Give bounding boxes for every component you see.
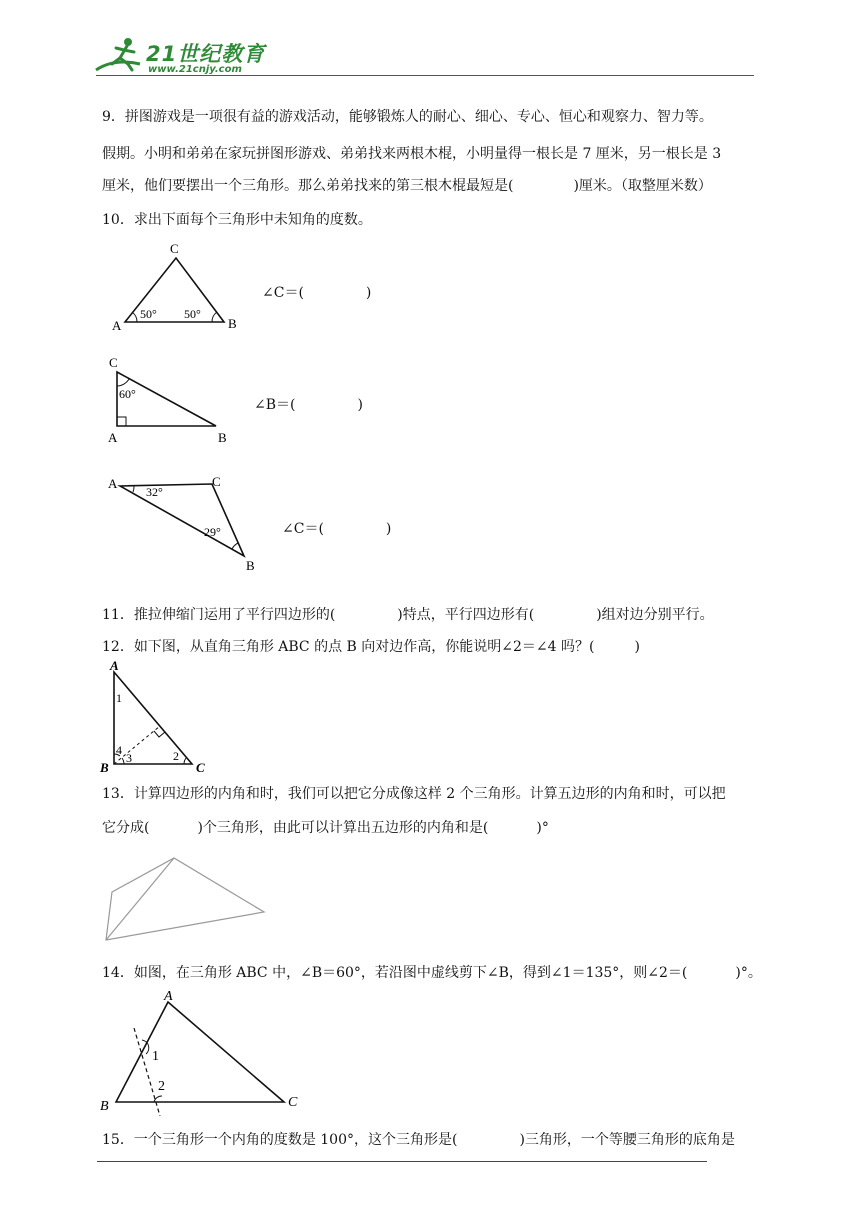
q11-text-c: )组对边分别平行。 <box>596 607 714 623</box>
q10-fig1-label-b: B <box>228 316 237 331</box>
q10-fig3-label-a: A <box>108 476 118 491</box>
q9-line1: 9．拼图游戏是一项很有益的游戏活动，能够锻炼人的耐心、细心、专心、恒心和观察力、智力等。 <box>102 109 713 125</box>
q10-fig2-angle-c: 60° <box>119 387 136 401</box>
q10-fig1-answer-label: ∠C＝( <box>262 285 304 301</box>
q12-angle1: 1 <box>116 691 122 705</box>
runner-logo-icon <box>94 34 154 78</box>
q10-fig1-answer-close: ) <box>365 285 372 301</box>
q10-fig3-angle-a: 32° <box>146 485 163 499</box>
q10-fig2-label-b: B <box>218 430 227 445</box>
q12-label-b: B <box>100 760 109 774</box>
q10-text: 10．求出下面每个三角形中未知角的度数。 <box>102 212 372 228</box>
q10-fig2-answer-close: ) <box>357 397 363 413</box>
q10-triangle1-figure <box>104 238 244 334</box>
q11-text-a: 11．推拉伸缩门运用了平行四边形的( <box>102 607 336 623</box>
q14-line <box>102 962 762 982</box>
q10-fig1-angle-b: 50° <box>184 307 201 321</box>
q13-text-c: )° <box>536 820 549 836</box>
q11-line <box>102 604 714 624</box>
q10-fig1-label-a: A <box>112 318 122 333</box>
q9-line3-b: )厘米。（取整厘米数） <box>573 178 712 194</box>
q10-fig1-label-c: C <box>170 241 179 256</box>
header-divider <box>96 75 754 76</box>
q10-fig2-answer-label: ∠B＝( <box>254 397 296 413</box>
q10-triangle2-figure <box>104 350 234 446</box>
q12-label-a: A <box>110 658 119 673</box>
q14-angle1: 1 <box>152 1049 159 1064</box>
q15-text-a: 15．一个三角形一个内角的度数是 100°，这个三角形是( <box>102 1132 458 1148</box>
q10-fig2-label-a: A <box>108 430 118 445</box>
q15-text-b: )三角形，一个等腰三角形的底角是 <box>519 1132 735 1148</box>
q13-line2 <box>102 817 549 837</box>
q10-fig1-answer <box>262 282 371 302</box>
footer-divider <box>97 1161 707 1162</box>
q12-triangle-figure <box>98 658 218 774</box>
q10-fig3-label-b: B <box>246 558 255 573</box>
q13-line1: 13．计算四边形的内角和时，我们可以把它分成像这样 2 个三角形。计算五边形的内角和时，可以把 <box>102 786 726 802</box>
logo-text: 21世纪教育 <box>146 42 266 66</box>
q10-fig3-answer-close: ) <box>385 521 392 537</box>
q10-triangle3-figure <box>104 472 264 576</box>
q9-line3 <box>102 175 712 195</box>
q9-line2: 假期。小明和弟弟在家玩拼图形游戏、弟弟找来两根木棍，小明量得一根长是 7 厘米，另一根长是 3 <box>102 146 722 162</box>
q10-fig3-answer <box>282 518 391 538</box>
q14-text-a: 14．如图，在三角形 ABC 中，∠B＝60°，若沿图中虚线剪下∠B，得到∠1＝135°，则∠2＝( <box>102 965 688 981</box>
q13-text-a: 它分成( <box>102 820 150 836</box>
q12-angle2: 2 <box>173 749 179 763</box>
q14-label-c: C <box>288 1095 298 1110</box>
q10-fig3-label-c: C <box>212 474 221 489</box>
q14-text-b: )°。 <box>735 965 762 981</box>
q12-line <box>102 636 640 656</box>
q9-line3-a: 厘米，他们要摆出一个三角形。那么弟弟找来的第三根木棍最短是( <box>102 178 514 194</box>
q13-quadrilateral-figure <box>98 850 273 946</box>
q11-text-b: )特点，平行四边形有( <box>397 607 535 623</box>
q10-fig3-angle-b: 29° <box>204 525 221 539</box>
q15-line <box>102 1129 735 1149</box>
q14-label-b: B <box>100 1099 109 1114</box>
logo-url: www.21cnjy.com <box>148 64 242 75</box>
q10-fig2-answer <box>254 394 363 414</box>
q14-angle2: 2 <box>158 1079 165 1094</box>
q12-label-c: C <box>196 760 205 774</box>
q12-text-a: 12．如下图，从直角三角形 ABC 的点 B 向对边作高，你能说明∠2＝∠4 吗？( <box>102 639 595 655</box>
q10-fig3-answer-label: ∠C＝( <box>282 521 324 537</box>
q13-text-b: )个三角形，由此可以计算出五边形的内角和是( <box>197 820 489 836</box>
q10-fig2-label-c: C <box>109 355 118 370</box>
q14-triangle-figure <box>98 988 308 1118</box>
q12-text-b: ) <box>634 639 640 655</box>
q10-fig1-angle-a: 50° <box>140 307 157 321</box>
q14-label-a: A <box>164 989 173 1004</box>
q12-angle4: 4 <box>116 743 122 757</box>
q12-angle3: 3 <box>126 751 132 765</box>
